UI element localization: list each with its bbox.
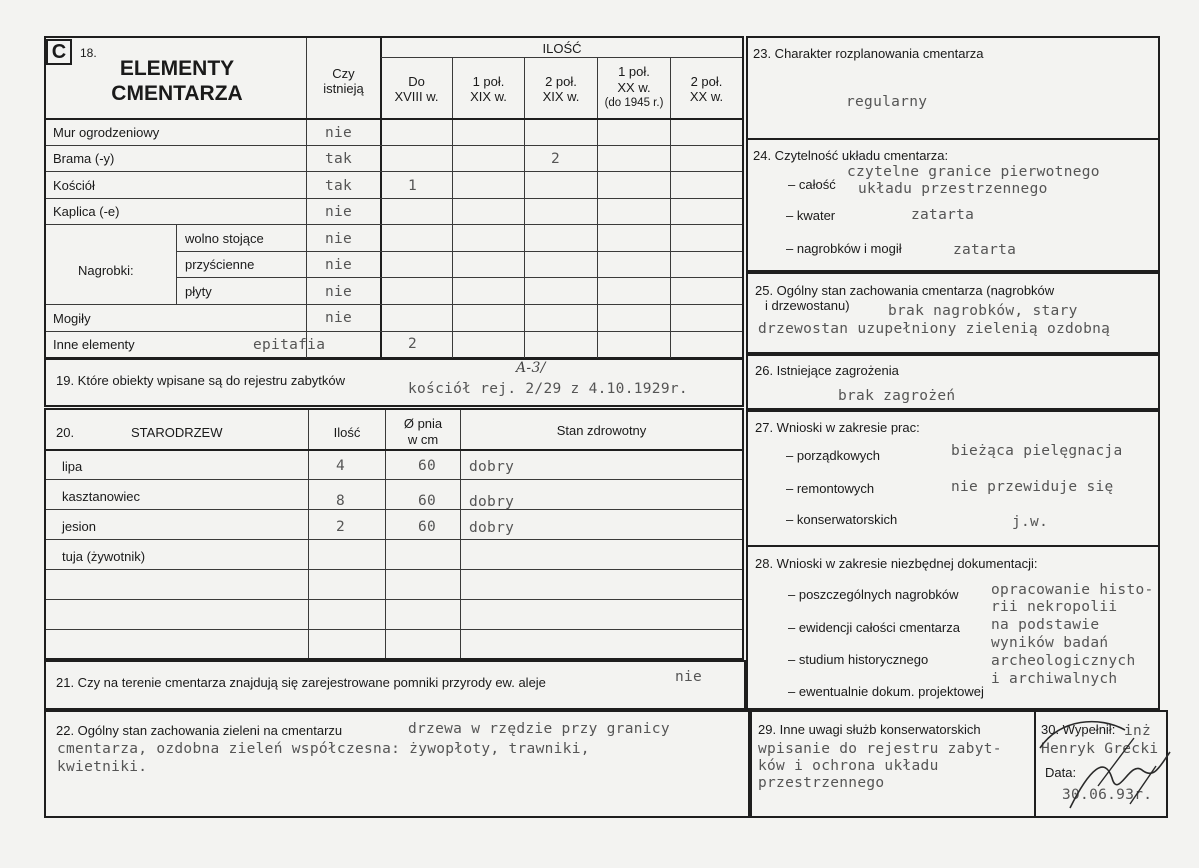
handwritten-signature (1030, 708, 1180, 818)
s30-date-value: 30.06.93r. (1062, 787, 1153, 803)
s25-value-line2: drzewostan uzupełniony zielenią ozdobną (758, 321, 1111, 337)
s25-label-line2: i drzewostanu) (765, 298, 850, 313)
s24-calosc-value-line2: układu przestrzennego (858, 181, 1048, 197)
exists-inne: epitafia (253, 337, 326, 353)
s29-label: 29. Inne uwagi służb konserwatorskich (758, 722, 981, 737)
s24-calosc-value-line1: czytelne granice pierwotnego (847, 164, 1100, 180)
s30-title-value: inż (1124, 723, 1152, 739)
s28-item-3: – studium historycznego (788, 652, 929, 667)
s19-value: kościół rej. 2/29 z 4.10.1929r. (408, 381, 688, 397)
period-4-line1: 1 poł. (618, 64, 650, 79)
row-label-wolno-stojace: wolno stojące (185, 231, 264, 246)
s24-nagrobkow-value: zatarta (953, 242, 1017, 258)
tree-name-4: tuja (żywotnik) (62, 549, 146, 564)
s20-col-diam-line2: w cm (407, 432, 439, 447)
s22-value-line1: drzewa w rzędzie przy granicy (408, 721, 670, 737)
row-label-inne: Inne elementy (53, 337, 135, 352)
s18-title-line1: ELEMENTY (119, 57, 235, 80)
tree-qty-3: 2 (336, 519, 346, 535)
s23-label: 23. Charakter rozplanowania cmentarza (753, 46, 984, 61)
ilosc-header: ILOŚĆ (542, 41, 582, 56)
tree-health-1: dobry (469, 459, 515, 475)
s28-label: 28. Wnioski w zakresie niezbędnej dokumentacji: (755, 556, 1038, 571)
s27-label: 27. Wnioski w zakresie prac: (755, 420, 920, 435)
tree-health-3: dobry (469, 520, 515, 536)
s27-item-1-value: bieżąca pielęgnacja (951, 443, 1123, 459)
s19-annotation: A-3/ (516, 360, 546, 376)
tree-diam-1: 60 (418, 458, 437, 474)
s18-title-line2: CMENTARZA (111, 82, 243, 105)
qty-kosciol-18c: 1 (408, 178, 418, 194)
s18-number: 18. (80, 46, 97, 60)
s19-label: 19. Które obiekty wpisane są do rejestru zabytków (56, 373, 346, 388)
qty-brama-19c2: 2 (551, 151, 561, 167)
s20-number: 20. (56, 425, 75, 440)
s21-label: 21. Czy na terenie cmentarza znajdują się zarejestrowane pomniki przyrody ew. aleje (56, 675, 546, 690)
exists-wolno-stojace: nie (325, 231, 353, 247)
row-label-kaplica: Kaplica (-e) (53, 204, 120, 219)
s30-date-label: Data: (1045, 765, 1077, 780)
s28-item-2: – ewidencji całości cmentarza (788, 620, 960, 635)
s26-label: 26. Istniejące zagrożenia (755, 363, 899, 378)
exists-mogily: nie (325, 310, 353, 326)
period-1-line1: Do (408, 74, 425, 89)
tree-name-3: jesion (62, 519, 96, 534)
period-2-line1: 1 poł. (472, 74, 505, 89)
s24-calosc-label: – całość (788, 177, 836, 192)
s27-item-3-value: j.w. (1012, 514, 1049, 530)
tree-diam-3: 60 (418, 519, 437, 535)
s25-label-line1: 25. Ogólny stan zachowania cmentarza (nagrobków (755, 283, 1055, 298)
s22-label: 22. Ogólny stan zachowania zieleni na cmentarzu (56, 723, 343, 738)
s30-label: 30. Wypełnił: (1041, 722, 1116, 737)
s27-item-3-label: – konserwatorskich (786, 512, 898, 527)
row-label-kosciol: Kościół (53, 178, 95, 193)
exists-przyscienne: nie (325, 257, 353, 273)
s29-value-line1: wpisanie do rejestru zabyt- (758, 741, 1002, 757)
s24-label: 24. Czytelność układu cmentarza: (753, 148, 949, 163)
s28-value-line2: rii nekropolii (991, 599, 1118, 615)
tree-name-1: lipa (62, 459, 83, 474)
period-5-line2: XX w. (689, 89, 724, 104)
exists-brama: tak (325, 151, 353, 167)
tree-diam-2: 60 (418, 493, 437, 509)
s28-value-line6: i archiwalnych (991, 671, 1118, 687)
s22-value-line2: cmentarza, ozdobna zieleń współczesna: żywopłoty, trawniki, (57, 741, 590, 757)
row-label-plyty: płyty (185, 284, 212, 299)
tree-name-2: kasztanowiec (62, 489, 141, 504)
s20-col-qty: Ilość (333, 425, 361, 440)
s20-col-health: Stan zdrowotny (556, 423, 647, 438)
exists-kaplica: nie (325, 204, 353, 220)
s23-value: regularny (846, 94, 928, 110)
s20-title: STARODRZEW (131, 425, 223, 440)
s29-value-line3: przestrzennego (758, 775, 885, 791)
period-4-line3: (do 1945 r.) (604, 97, 664, 109)
s28-item-1: – poszczególnych nagrobków (788, 587, 959, 602)
period-3-line1: 2 poł. (545, 74, 577, 89)
col-exists-line1: Czy (332, 66, 355, 81)
period-4-line2: XX w. (617, 80, 651, 95)
qty-inne-18c: 2 (408, 336, 418, 352)
nagrobki-label: Nagrobki: (78, 263, 134, 278)
exists-mur: nie (325, 125, 353, 141)
s30-name-value: Henryk Grecki (1041, 741, 1159, 757)
s28-value-line5: archeologicznych (991, 653, 1136, 669)
period-2-line2: XIX w. (470, 89, 507, 104)
s27-item-2-value: nie przewiduje się (951, 479, 1114, 495)
tree-qty-1: 4 (336, 458, 346, 474)
s26-value: brak zagrożeń (838, 388, 956, 404)
s28-value-line4: wyników badań (991, 635, 1109, 651)
s24-kwater-value: zatarta (911, 207, 975, 223)
period-3-line2: XIX w. (542, 89, 580, 104)
s28-value-line3: na podstawie (991, 617, 1100, 633)
row-label-mur: Mur ogrodzeniowy (53, 125, 160, 140)
s29-value-line2: ków i ochrona układu (758, 758, 939, 774)
s28-item-4: – ewentualnie dokum. projektowej (788, 684, 984, 699)
section-letter-box: C (46, 39, 72, 65)
s28-value-line1: opracowanie histo- (991, 582, 1154, 598)
s25-value-line1: brak nagrobków, stary (888, 303, 1078, 319)
s27-item-2-label: – remontowych (786, 481, 875, 496)
s21-value: nie (675, 669, 703, 685)
col-exists-line2: istnieją (323, 81, 364, 96)
tree-qty-2: 8 (336, 493, 346, 509)
s24-nagrobkow-label: – nagrobków i mogił (786, 241, 902, 256)
period-1-line2: XVIII w. (394, 89, 439, 104)
tree-health-2: dobry (469, 494, 515, 510)
row-label-mogily: Mogiły (53, 311, 91, 326)
s24-kwater-label: – kwater (786, 208, 836, 223)
exists-plyty: nie (325, 284, 353, 300)
row-label-brama: Brama (-y) (53, 151, 115, 166)
s22-value-line3: kwietniki. (57, 759, 148, 775)
s20-col-diam-line1: Ø pnia (403, 416, 443, 431)
exists-kosciol: tak (325, 178, 353, 194)
s27-item-1-label: – porządkowych (786, 448, 880, 463)
period-5-line1: 2 poł. (690, 74, 723, 89)
row-label-przyscienne: przyścienne (185, 257, 255, 272)
